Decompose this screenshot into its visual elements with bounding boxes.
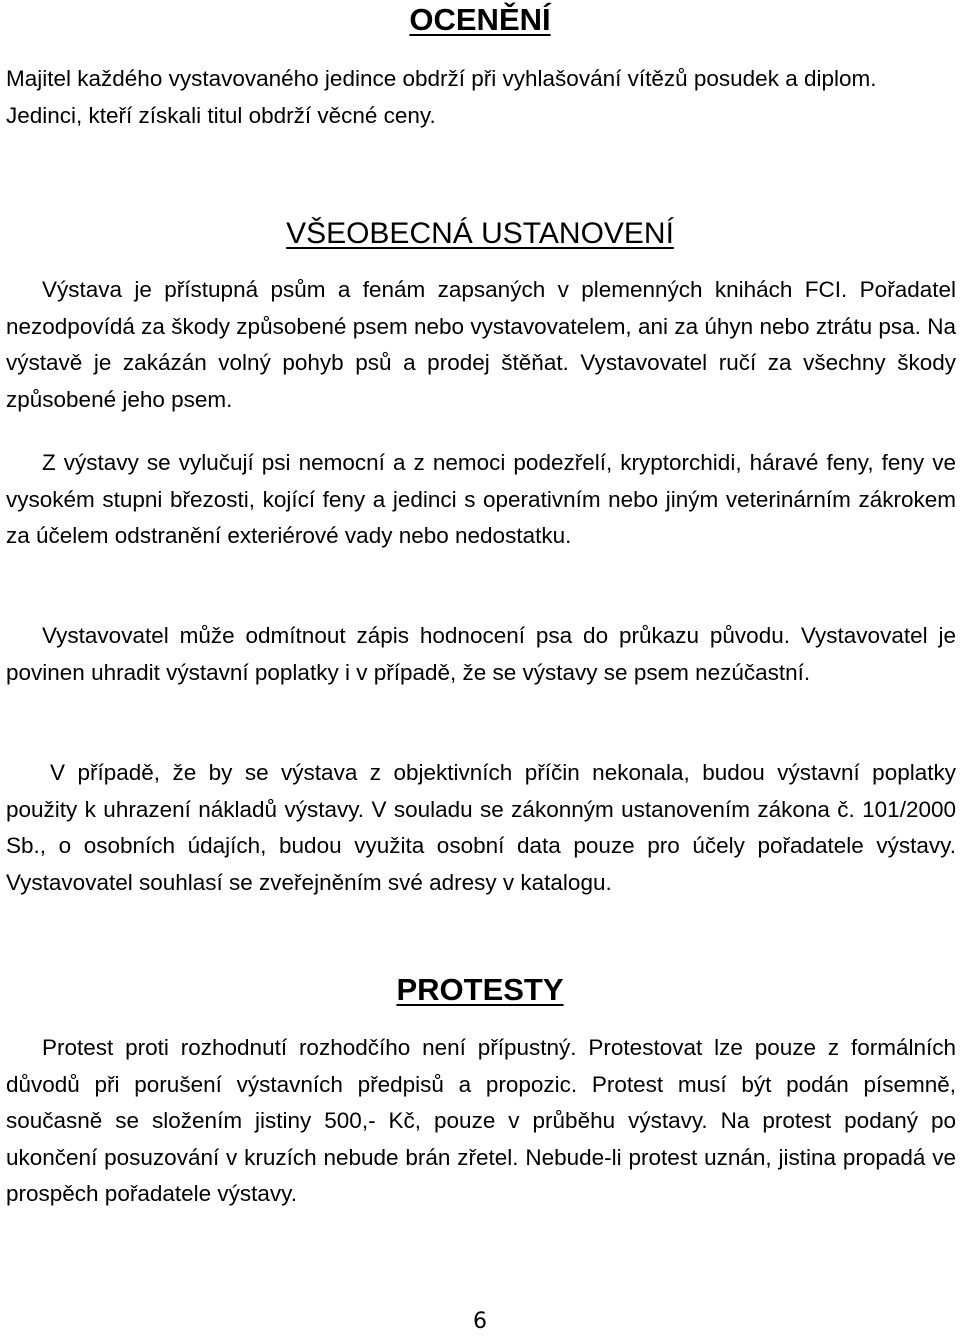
paragraph-vseobecna-2: Z výstavy se vylučují psi nemocní a z nemoci podezřelí, kryptorchidi, háravé feny, feny ve vysokém stupni březosti, kojící feny a jedinci s operativním nebo jiným veterinárním zákrokem za účelem odstranění exteriérové vady nebo nedostatku.	[6, 450, 956, 549]
page-number: 6	[473, 1309, 487, 1334]
paragraph-vseobecna-1: Výstava je přístupná psům a fenám zapsaných v plemenných knihách FCI. Pořadatel nezodpovídá za škody způsobené psem nebo vystavovatelem, ani za úhyn nebo ztrátu psa. Na výstavě je zakázán volný pohyb psů a prodej štěňat. Vystavovatel ručí za všechny škody způsobené jeho psem.	[6, 277, 956, 412]
heading-protesty: PROTESTY	[396, 972, 564, 1007]
heading-vseobecna-ustanoveni: VŠEOBECNÁ USTANOVENÍ	[286, 217, 674, 250]
paragraph-vseobecna-3: Vystavovatel může odmítnout zápis hodnocení psa do průkazu původu. Vystavovatel je povinen uhradit výstavní poplatky i v případě, že se výstavy se psem nezúčastní.	[6, 623, 956, 685]
paragraph-protesty: Protest proti rozhodnutí rozhodčího není přípustný. Protestovat lze pouze z formálních důvodů při porušení výstavních předpisů a propozic. Protest musí být podán písemně, současně se složením jistiny 500,- Kč, pouze v průběhu výstavy. Na protest podaný po ukončení posuzování v kruzích nebude brán zřetel. Nebude-li protest uznán, jistina propadá ve prospěch pořadatele výstavy.	[6, 1035, 956, 1207]
paragraph-vseobecna-4: V případě, že by se výstava z objektivních příčin nekonala, budou výstavní poplatky použity k uhrazení nákladů výstavy. V souladu se zákonným ustanovením zákona č. 101/2000 Sb., o osobních údajích, budou využita osobní data pouze pro účely pořadatele výstavy. Vystavovatel souhlasí se zveřejněním své adresy v katalogu.	[6, 760, 956, 895]
paragraph-oceneni: Majitel každého vystavovaného jedince obdrží při vyhlašování vítězů posudek a diplom. Jedinci, kteří získali titul obdrží věcné ceny.	[6, 66, 877, 128]
heading-oceneni: OCENĚNÍ	[409, 2, 551, 37]
